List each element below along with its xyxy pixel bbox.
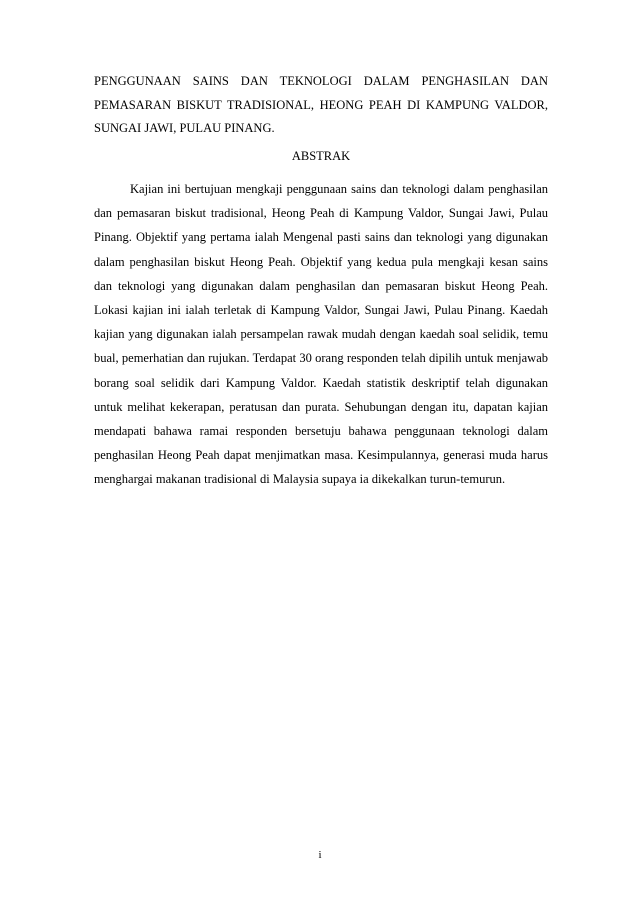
abstract-body: Kajian ini bertujuan mengkaji penggunaan sains dan teknologi dalam penghasilan dan pemasaran biskut tradisional, Heong Peah di Kampung Valdor, Sungai Jawi, Pulau Pinang. Objektif yang pertama ialah Mengenal pasti sains dan teknologi yang digunakan dalam penghasilan biskut Heong Peah. Objektif yang kedua pula mengkaji kesan sains dan teknologi yang digunakan dalam penghasilan dan pemasaran biskut Heong Peah. Lokasi kajian ini ialah terletak di Kampung Valdor, Sungai Jawi, Pulau Pinang. Kaedah kajian yang digunakan ialah persampelan rawak mudah dengan kaedah soal selidik, temu bual, pemerhatian dan rujukan. Terdapat 30 orang responden telah dipilih untuk menjawab borang soal selidik dari Kampung Valdor. Kaedah statistik deskriptif telah digunakan untuk melihat kekerapan, peratusan dan purata. Sehubungan dengan itu, dapatan kajian mendapati bahawa ramai responden bersetuju bahawa penggunaan teknologi dalam penghasilan Heong Peah dapat menjimatkan masa. Kesimpulannya, generasi muda harus menghargai makanan tradisional di Malaysia supaya ia dikekalkan turun-temurun.	[94, 182, 548, 487]
abstract-heading: ABSTRAK	[291, 149, 351, 163]
document-title: PENGGUNAAN SAINS DAN TEKNOLOGI DALAM PENGHASILAN DAN PEMASARAN BISKUT TRADISIONAL, HEONG PEAH DI KAMPUNG VALDOR, SUNGAI JAWI, PULAU PINANG.	[94, 74, 548, 135]
page-number: i	[318, 849, 322, 861]
